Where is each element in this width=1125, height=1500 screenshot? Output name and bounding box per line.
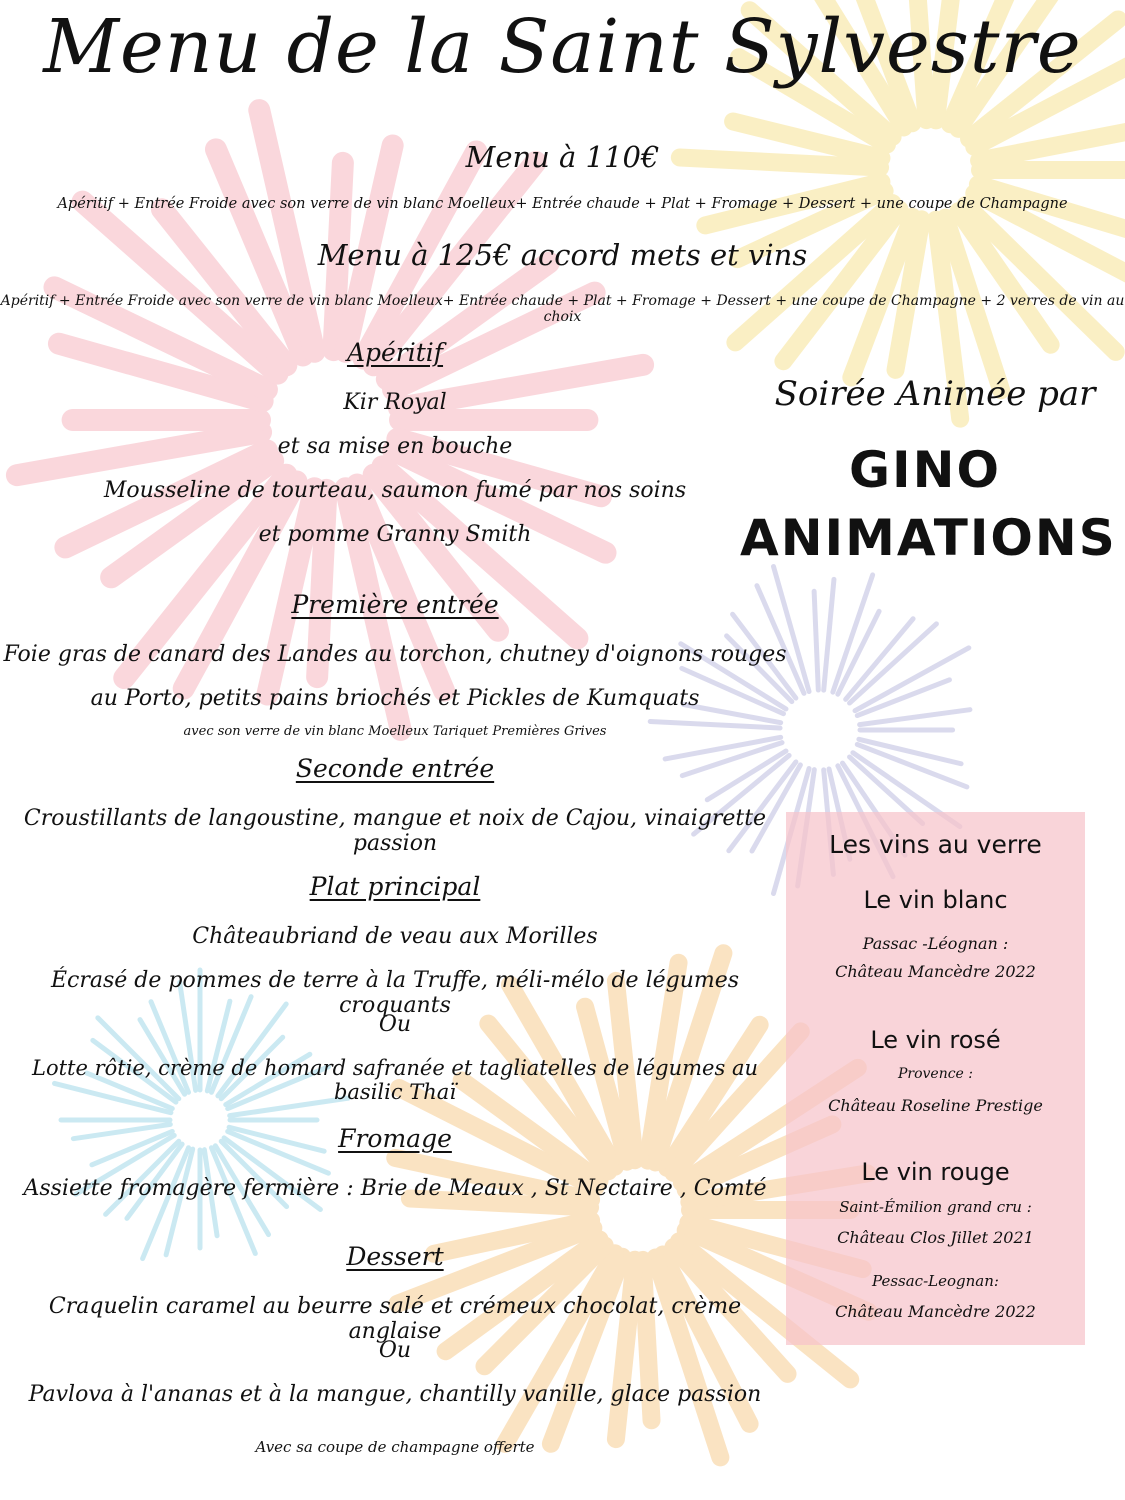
section-heading-fromage: Fromage: [338, 1124, 452, 1153]
firework-ray: [814, 591, 818, 690]
dish-line: Assiette fromagère fermière : Brie de Meaux , St Nectaire , Comté: [23, 1176, 767, 1201]
dish-line: Mousseline de tourteau, saumon fumé par nos soins: [103, 478, 687, 503]
firework-ray: [860, 710, 970, 725]
wine-heading-rouge: Le vin rouge: [861, 1158, 1010, 1186]
wine-panel-title: Les vins au verre: [829, 830, 1042, 859]
dish-line: et pomme Granny Smith: [258, 522, 532, 547]
dish-line: Écrasé de pommes de terre à la Truffe, méli-mélo de légumes croquants: [50, 968, 740, 1018]
section-heading-plat-principal: Plat principal: [309, 872, 481, 901]
formula-125-description: Apéritif + Entrée Froide avec son verre de vin blanc Moelleux+ Entrée chaude + Plat + Fromage + Dessert + une coupe de Champagne + 2 verres de vin au choix: [0, 293, 1125, 325]
wine-pairing-note: avec son verre de vin blanc Moelleux Tariquet Premières Grives: [183, 724, 607, 739]
wine-region: Pessac-Leognan:: [872, 1272, 999, 1290]
wine-region: Passac -Léognan :: [862, 934, 1009, 953]
animator-name-line: GINO: [849, 441, 1001, 499]
wine-name: Château Mancèdre 2022: [835, 962, 1036, 981]
wine-region: Provence :: [897, 1066, 974, 1082]
section-heading-dessert: Dessert: [346, 1242, 444, 1271]
dish-line: Pavlova à l'ananas et à la mangue, chantilly vanille, glace passion: [28, 1382, 762, 1407]
wine-by-glass-panel: [786, 812, 1085, 1345]
dish-line: Craquelin caramel au beurre salé et crémeux chocolat, crème anglaise: [48, 1294, 742, 1344]
champagne-note: Avec sa coupe de champagne offerte: [255, 1438, 535, 1456]
dish-line: au Porto, petits pains briochés et Pickles de Kumquats: [90, 686, 700, 711]
dish-line: Châteaubriand de veau aux Morilles: [192, 924, 598, 949]
dish-line: et sa mise en bouche: [277, 434, 513, 459]
dish-line: Croustillants de langoustine, mangue et noix de Cajou, vinaigrette passion: [23, 806, 767, 856]
section-heading-seconde-entree: Seconde entrée: [295, 754, 495, 783]
animator-name: [740, 436, 1117, 572]
section-heading-premiere-entree: Première entrée: [291, 590, 499, 619]
wine-heading-blanc: Le vin blanc: [863, 886, 1008, 914]
dish-line: Kir Royal: [343, 390, 447, 415]
dish-line: Foie gras de canard des Landes au torchon, chutney d'oignons rouges: [3, 642, 787, 667]
menu-title: Menu de la Saint Sylvestre: [43, 4, 1082, 90]
animator-name-line: ANIMATIONS: [740, 509, 1117, 567]
firework-ray: [824, 579, 834, 690]
formula-110-description: Apéritif + Entrée Froide avec son verre de vin blanc Moelleux+ Entrée chaude + Plat + Fromage + Dessert + une coupe de Champagne: [57, 196, 1068, 212]
wine-heading-rose: Le vin rosé: [870, 1026, 1001, 1054]
dish-line-or: Ou: [378, 1338, 412, 1363]
dish-line-or: Ou: [378, 1012, 412, 1037]
wine-region: Saint-Émilion grand cru :: [839, 1198, 1032, 1216]
wine-name: Château Clos Jillet 2021: [837, 1228, 1034, 1247]
dish-line: Lotte rôtie, crème de homard safranée et tagliatelles de légumes au basilic Thaï: [32, 1056, 758, 1104]
wine-name: Château Mancèdre 2022: [835, 1302, 1036, 1321]
wine-name: Château Roseline Prestige: [828, 1096, 1043, 1115]
formula-125-title: Menu à 125€ accord mets et vins: [317, 238, 808, 272]
formula-110-title: Menu à 110€: [465, 140, 660, 174]
section-heading-aperitif: Apéritif: [346, 338, 444, 367]
animation-intro: Soirée Animée par: [774, 374, 1096, 414]
